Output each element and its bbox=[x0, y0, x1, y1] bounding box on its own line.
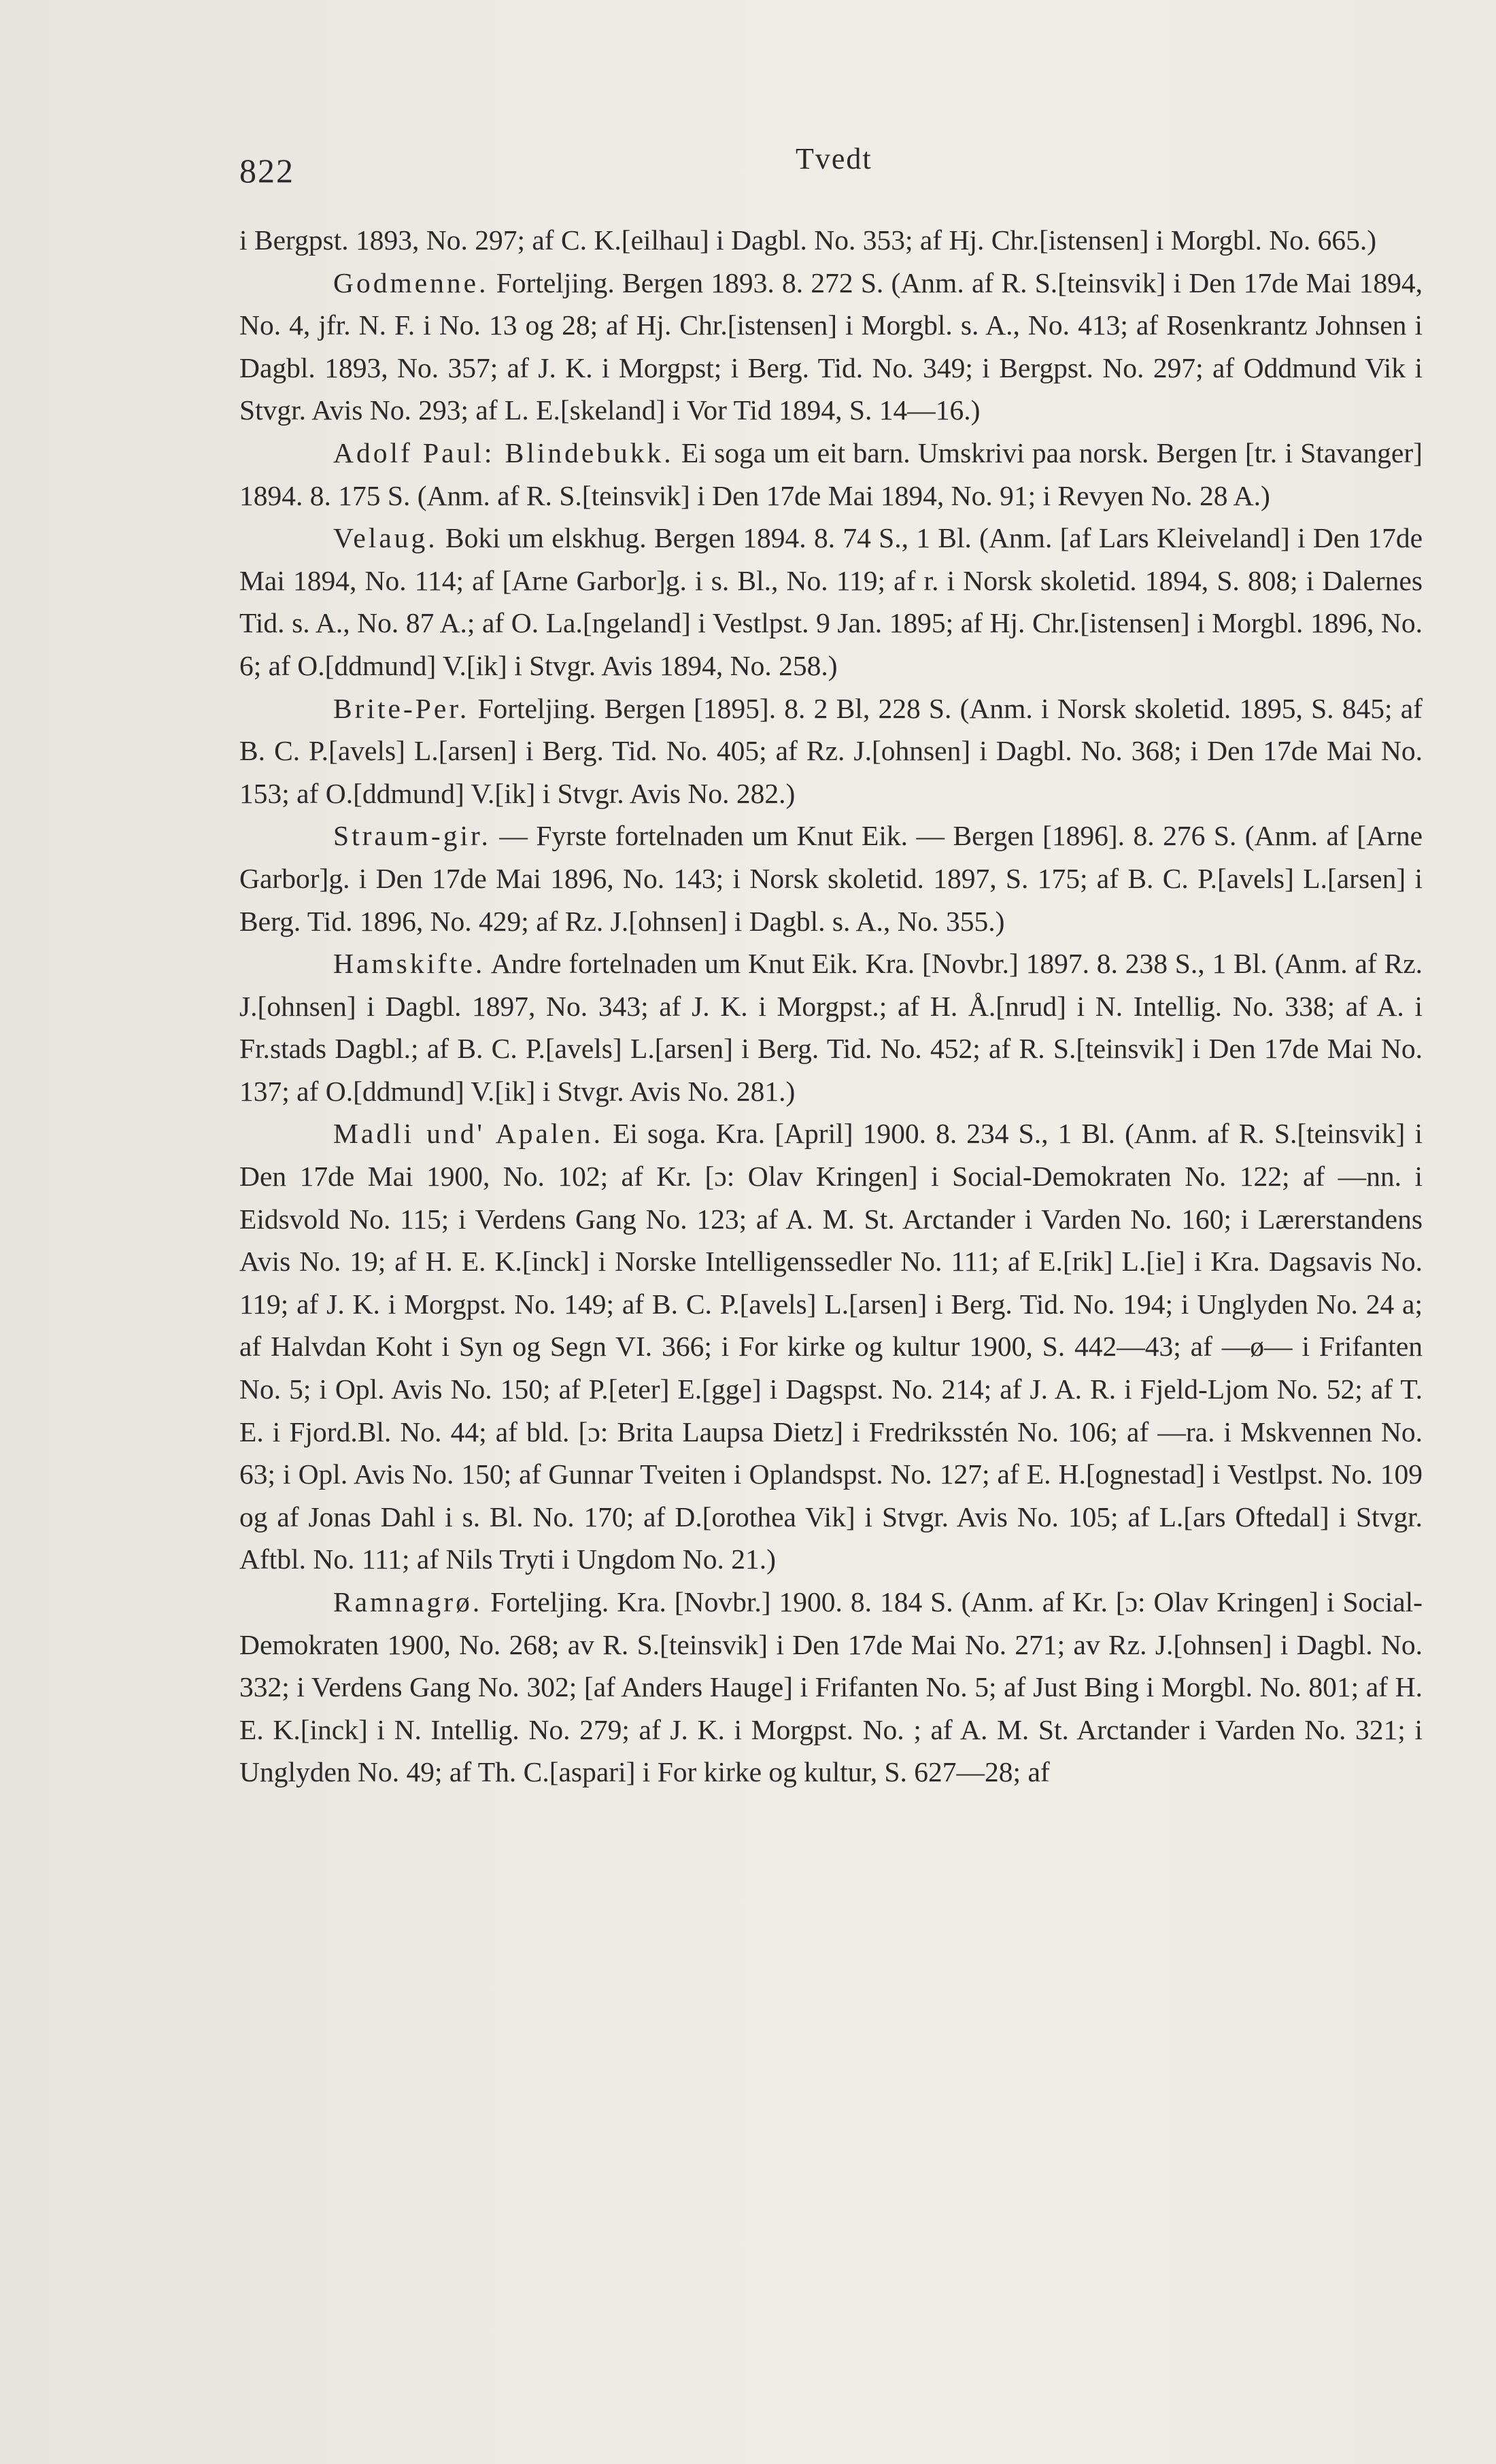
bibliography-text bbox=[239, 219, 1423, 1794]
entry-straum-gir bbox=[239, 815, 1423, 942]
page-number: 822 bbox=[239, 152, 294, 190]
entry-velaug bbox=[239, 517, 1423, 687]
entry-text: Forteljing. Bergen 1893. 8. 272 S. (Anm. af R. S.[teinsvik] i Den 17de Mai 1894, No. 4, jfr. N. F. i No. 13 og 28; af Hj. Chr.[istensen] i Morgbl. s. A., No. 413; af Rosenkrantz Johnsen i Dagbl. 1893, No. 357; af J. K. i Morgpst; i Berg. Tid. No. 349; i Bergpst. No. 297; af Oddmund Vik i Stvgr. Avis No. 293; af L. E.[skeland] i Vor Tid 1894, S. 14—16.) bbox=[239, 267, 1423, 426]
entry-text: Forteljing. Kra. [Novbr.] 1900. 8. 184 S. (Anm. af Kr. [ɔ: Olav Kringen] i Social-Demokraten 1900, No. 268; av R. S.[teinsvik] i Den 17de Mai No. 271; av Rz. J.[ohnsen] i Dagbl. No. 332; i Verdens Gang No. 302; [af Anders Hauge] i Frifanten No. 5; af Just Bing i Morgbl. No. 801; af H. E. K.[inck] i N. Intellig. No. 279; af J. K. i Morgpst. No. ; af A. M. St. Arctander i Varden No. 321; i Unglyden No. 49; af Th. C.[aspari] i For kirke og kultur, S. 627—28; af bbox=[239, 1586, 1423, 1788]
entry-brite-per bbox=[239, 687, 1423, 815]
entry-text: Boki um elskhug. Bergen 1894. 8. 74 S., 1 Bl. (Anm. [af Lars Kleiveland] i Den 17de Mai 1894, No. 114; af [Arne Garbor]g. i s. Bl., No. 119; af r. i Norsk skoletid. 1894, S. 808; i Dalernes Tid. s. A., No. 87 A.; af O. La.[ngeland] i Vestlpst. 9 Jan. 1895; af Hj. Chr.[istensen] i Morgbl. 1896, No. 6; af O.[ddmund] V.[ik] i Stvgr. Avis 1894, No. 258.) bbox=[239, 522, 1423, 681]
entry-title: Ramnagrø. bbox=[333, 1586, 483, 1618]
entry-text: Andre fortelnaden um Knut Eik. Kra. [Novbr.] 1897. 8. 238 S., 1 Bl. (Anm. af Rz. J.[ohnsen] i Dagbl. 1897, No. 343; af J. K. i Morgpst.; af H. Å.[nrud] i N. Intellig. No. 338; af A. i Fr.stads Dagbl.; af B. C. P.[avels] L.[arsen] i Berg. Tid. No. 452; af R. S.[teinsvik] i Den 17de Mai No. 137; af O.[ddmund] V.[ik] i Stvgr. Avis No. 281.) bbox=[239, 948, 1423, 1107]
entry-title: Adolf Paul: Blindebukk. bbox=[333, 437, 674, 468]
entry-text: Ei soga um eit barn. Umskrivi paa norsk. Bergen [tr. i Stavanger] 1894. 8. 175 S. (Anm. af R. S.[teinsvik] i Den 17de Mai 1894, No. 91; i Revyen No. 28 A.) bbox=[239, 437, 1423, 511]
entry-title: Brite-Per. bbox=[333, 692, 470, 724]
entry-madli-und-apalen bbox=[239, 1112, 1423, 1581]
entry-text: Forteljing. Bergen [1895]. 8. 2 Bl, 228 S. (Anm. i Norsk skoletid. 1895, S. 845; af B. C. P.[avels] L.[arsen] i Berg. Tid. No. 405; af Rz. J.[ohnsen] i Dagbl. No. 368; i Den 17de Mai No. 153; af O.[ddmund] V.[ik] i Stvgr. Avis No. 282.) bbox=[239, 692, 1423, 809]
entry-text: — Fyrste fortelnaden um Knut Eik. — Bergen [1896]. 8. 276 S. (Anm. af [Arne Garbor]g. i Den 17de Mai 1896, No. 143; i Norsk skoletid. 1897, S. 175; af B. C. P.[avels] L.[arsen] i Berg. Tid. 1896, No. 429; af Rz. J.[ohnsen] i Dagbl. s. A., No. 355.) bbox=[239, 820, 1423, 937]
running-head: Tvedt bbox=[796, 142, 872, 175]
continuation-paragraph: i Bergpst. 1893, No. 297; af C. K.[eilhau] i Dagbl. No. 353; af Hj. Chr.[istensen] i Morgbl. No. 665.) bbox=[239, 224, 1377, 256]
entry-ramnagro bbox=[239, 1581, 1423, 1794]
entry-title: Godmenne. bbox=[333, 267, 489, 298]
page-header bbox=[239, 141, 1421, 189]
entry-hamskifte bbox=[239, 942, 1423, 1112]
entry-title: Hamskifte. bbox=[333, 948, 486, 980]
entry-title: Straum-gir. bbox=[333, 820, 491, 852]
entry-title: Velaug. bbox=[333, 522, 438, 554]
entry-godmenne bbox=[239, 262, 1423, 432]
entry-title: Madli und' Apalen. bbox=[333, 1118, 603, 1150]
entry-text: Ei soga. Kra. [April] 1900. 8. 234 S., 1 Bl. (Anm. af R. S.[teinsvik] i Den 17de Mai 1900, No. 102; af Kr. [ɔ: Olav Kringen] i Social-Demokraten No. 122; af —nn. i Eidsvold No. 115; i Verdens Gang No. 123; af A. M. St. Arctander i Varden No. 160; i Lærerstandens Avis No. 19; af H. E. K.[inck] i Norske Intelligenssedler No. 111; af E.[rik] L.[ie] i Kra. Dagsavis No. 119; af J. K. i Morgpst. No. 149; af B. C. P.[avels] L.[arsen] i Berg. Tid. No. 194; i Unglyden No. 24 a; af Halvdan Koht i Syn og Segn VI. 366; i For kirke og kultur 1900, S. 442—43; af —ø— i Frifanten No. 5; i Opl. Avis No. 150; af P.[eter] E.[gge] i Dagspst. No. 214; af J. A. R. i Fjeld-Ljom No. 52; af T. E. i Fjord.Bl. No. 44; af bld. [ɔ: Brita Laupsa Dietz] i Fredriksstén No. 106; af —ra. i Mskvennen No. 63; i Opl. Avis No. 150; af Gunnar Tveiten i Oplandspst. No. 127; af E. H.[ognestad] i Vestlpst. No. 109 og af Jonas Dahl i s. Bl. No. 170; af D.[orothea Vik] i Stvgr. Avis No. 105; af L.[ars Oftedal] i Stvgr. Aftbl. No. 111; af Nils Tryti i Ungdom No. 21.) bbox=[239, 1118, 1423, 1575]
entry-blindebukk bbox=[239, 432, 1423, 517]
